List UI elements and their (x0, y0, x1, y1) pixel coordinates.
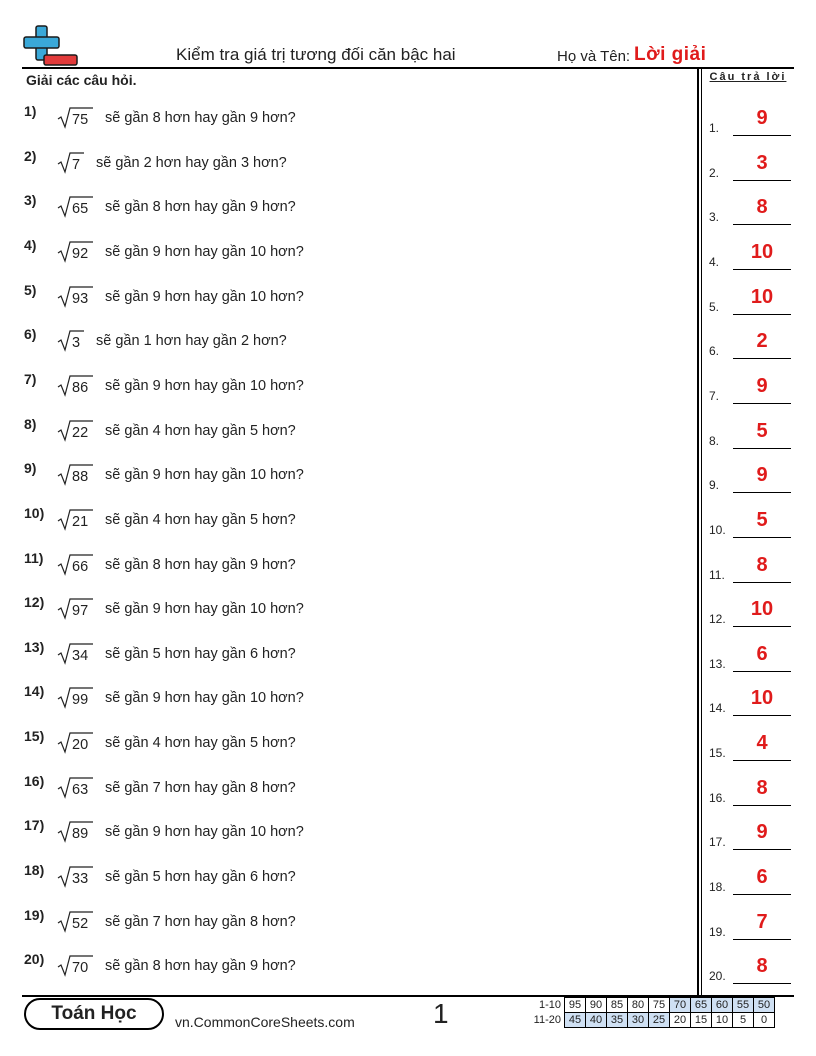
radical-sign-icon (57, 865, 93, 889)
answer-item (709, 420, 794, 450)
question-number: 6) (24, 326, 37, 343)
question-text: sẽ gần 9 hơn hay gần 10 hơn? (105, 288, 304, 305)
answer-number: 11. (709, 567, 725, 582)
question-text: sẽ gần 9 hơn hay gần 10 hơn? (105, 601, 304, 618)
answer-line (733, 180, 791, 181)
score-cell: 75 (649, 998, 670, 1013)
square-root-expression (57, 374, 93, 402)
answer-item (709, 152, 794, 182)
answer-number: 17. (709, 835, 726, 850)
radicand: 89 (72, 826, 89, 843)
radicand: 33 (72, 871, 89, 888)
answer-line (733, 269, 791, 270)
radicand: 65 (72, 201, 89, 218)
question-number: 13) (24, 638, 45, 655)
square-root-expression (57, 240, 93, 268)
question-number: 12) (24, 594, 45, 611)
answer-value: 4 (756, 732, 768, 755)
answer-item (709, 643, 794, 673)
answer-value: 9 (756, 374, 768, 397)
question-text: sẽ gần 9 hơn hay gần 10 hơn? (105, 824, 304, 841)
score-cell: 5 (733, 1013, 754, 1028)
answer-number: 1. (709, 121, 720, 135)
question-text: sẽ gần 1 hơn hay gần 2 hơn? (96, 333, 287, 350)
question-number: 1) (24, 103, 37, 119)
score-cell: 20 (670, 1013, 691, 1028)
answer-number: 6. (709, 344, 720, 359)
square-root-expression (57, 597, 93, 625)
score-cell: 85 (607, 998, 628, 1013)
answer-item (709, 375, 794, 405)
score-cell: 35 (607, 1013, 628, 1028)
question-text: sẽ gần 9 hơn hay gần 10 hơn? (105, 690, 304, 707)
square-root-expression (57, 419, 93, 447)
question-text: sẽ gần 8 hơn hay gần 9 hơn? (105, 199, 296, 216)
answer-item (709, 866, 794, 896)
answer-item (709, 509, 794, 539)
name-value: Lời giải (634, 44, 707, 65)
answer-line (733, 537, 791, 538)
square-root-expression (57, 776, 93, 804)
answer-item (709, 107, 794, 137)
answer-number: 10. (709, 522, 726, 537)
radicand: 7 (72, 156, 81, 173)
square-root-expression (57, 865, 93, 893)
answer-value: 10 (750, 240, 774, 263)
answer-value: 8 (756, 553, 768, 576)
score-cell: 90 (586, 998, 607, 1013)
square-root-expression (57, 106, 93, 134)
name-label: Họ và Tên: (557, 48, 631, 65)
answer-line (733, 135, 791, 136)
score-row (527, 1013, 775, 1028)
question-text: sẽ gần 4 hơn hay gần 5 hơn? (105, 511, 296, 528)
answer-line (733, 894, 791, 895)
radical-sign-icon (57, 195, 93, 219)
question-text: sẽ gần 4 hơn hay gần 5 hơn? (105, 422, 296, 439)
question-number: 10) (24, 504, 45, 521)
question-text: sẽ gần 7 hơn hay gần 8 hơn? (105, 913, 296, 930)
radical-sign-icon (57, 329, 84, 353)
page-number: 1 (433, 998, 449, 1029)
question-text: sẽ gần 7 hơn hay gần 8 hơn? (105, 779, 296, 796)
radicand: 20 (72, 737, 89, 754)
answer-column-divider-right (701, 67, 702, 996)
radicand: 21 (72, 513, 89, 530)
answer-item (709, 196, 794, 226)
score-cell: 45 (565, 1013, 586, 1028)
answer-number: 16. (709, 790, 726, 805)
question-text: sẽ gần 5 hơn hay gần 6 hơn? (105, 869, 296, 886)
square-root-expression (57, 329, 84, 357)
radical-sign-icon (57, 910, 93, 934)
question-number: 15) (24, 728, 45, 745)
answer-line (733, 403, 791, 404)
answer-number: 7. (709, 388, 720, 403)
answer-line (733, 314, 791, 315)
answer-item (709, 241, 794, 271)
plus-minus-logo-icon (22, 22, 80, 68)
score-cell: 50 (754, 998, 775, 1013)
radical-sign-icon (57, 776, 93, 800)
question-number: 19) (24, 906, 45, 923)
score-cell: 0 (754, 1013, 775, 1028)
score-cell: 40 (586, 1013, 607, 1028)
answer-line (733, 582, 791, 583)
question-number: 18) (24, 862, 45, 879)
answer-line (733, 671, 791, 672)
question-text: sẽ gần 9 hơn hay gần 10 hơn? (105, 377, 304, 394)
square-root-expression (57, 151, 84, 179)
question-text: sẽ gần 8 hơn hay gần 9 hơn? (105, 958, 296, 975)
answer-value: 5 (756, 419, 768, 442)
radicand: 99 (72, 692, 89, 709)
radical-sign-icon (57, 954, 93, 978)
square-root-expression (57, 642, 93, 670)
score-cell: 15 (691, 1013, 712, 1028)
answer-number: 3. (709, 210, 720, 225)
question-number: 16) (24, 772, 45, 789)
radicand: 34 (72, 647, 89, 664)
question-number: 4) (24, 236, 37, 253)
answer-item (709, 911, 794, 941)
answer-item (709, 821, 794, 851)
radical-sign-icon (57, 820, 93, 844)
question-text: sẽ gần 2 hơn hay gần 3 hơn? (96, 154, 287, 171)
radical-sign-icon (57, 463, 93, 487)
radicand: 86 (72, 379, 89, 396)
brand-badge: Toán Học (24, 998, 164, 1030)
instructions: Giải các câu hỏi. (26, 72, 137, 88)
answer-value: 8 (756, 196, 768, 219)
answer-number: 2. (709, 165, 720, 180)
answer-item (709, 955, 794, 985)
answer-value: 10 (750, 285, 774, 308)
worksheet-title: Kiểm tra giá trị tương đối căn bậc hai (176, 45, 456, 64)
score-cell: 70 (670, 998, 691, 1013)
answer-value: 6 (756, 642, 768, 665)
score-cell: 60 (712, 998, 733, 1013)
answer-value: 6 (756, 866, 768, 889)
answer-item (709, 554, 794, 584)
radicand: 66 (72, 558, 89, 575)
radical-sign-icon (57, 508, 93, 532)
question-text: sẽ gần 9 hơn hay gần 10 hơn? (105, 243, 304, 260)
square-root-expression (57, 463, 93, 491)
answer-number: 9. (709, 478, 720, 493)
answer-number: 4. (709, 254, 720, 269)
answer-line (733, 939, 791, 940)
score-cell: 95 (565, 998, 586, 1013)
answer-line (733, 626, 791, 627)
score-cell: 55 (733, 998, 754, 1013)
radicand: 52 (72, 915, 89, 932)
score-cell: 10 (712, 1013, 733, 1028)
answer-number: 18. (709, 880, 726, 895)
radicand: 92 (72, 245, 89, 262)
radical-sign-icon (57, 151, 84, 175)
radical-sign-icon (57, 240, 93, 264)
radicand: 63 (72, 781, 89, 798)
question-number: 20) (24, 951, 45, 968)
radicand: 93 (72, 290, 89, 307)
answer-value: 10 (750, 687, 774, 710)
question-number: 11) (24, 549, 44, 566)
answer-line (733, 805, 791, 806)
square-root-expression (57, 820, 93, 848)
answer-value: 9 (756, 821, 768, 844)
score-range-label: 1-10 (538, 999, 561, 1011)
answer-number: 15. (709, 746, 726, 761)
answer-value: 3 (756, 151, 768, 174)
radicand: 3 (72, 335, 81, 352)
square-root-expression (57, 285, 93, 313)
radical-sign-icon (57, 686, 93, 710)
answer-number: 20. (709, 969, 726, 984)
radicand: 75 (72, 112, 89, 128)
radical-sign-icon (57, 374, 93, 398)
score-range-label: 11-20 (533, 1014, 561, 1026)
answer-value: 8 (756, 776, 768, 799)
question-text: sẽ gần 4 hơn hay gần 5 hơn? (105, 735, 296, 752)
radicand: 70 (72, 960, 89, 977)
answer-column-divider-left (697, 67, 699, 996)
answer-value: 8 (756, 955, 768, 978)
answer-item (709, 286, 794, 316)
answer-number: 8. (709, 433, 720, 448)
answer-number: 5. (709, 299, 720, 314)
answer-value: 5 (756, 508, 768, 531)
question-text: sẽ gần 8 hơn hay gần 9 hơn? (105, 110, 296, 126)
square-root-expression (57, 731, 93, 759)
answer-line (733, 448, 791, 449)
radical-sign-icon (57, 106, 93, 130)
answer-value: 2 (756, 330, 768, 353)
radical-sign-icon (57, 285, 93, 309)
square-root-expression (57, 553, 93, 581)
score-cell: 65 (691, 998, 712, 1013)
question-number: 14) (24, 683, 45, 700)
answer-item (709, 464, 794, 494)
answer-value: 7 (756, 910, 768, 933)
radical-sign-icon (57, 553, 93, 577)
question-number: 5) (24, 281, 37, 298)
radical-sign-icon (57, 419, 93, 443)
answer-value: 9 (756, 464, 768, 487)
question-text: sẽ gần 5 hơn hay gần 6 hơn? (105, 645, 296, 662)
radical-sign-icon (57, 597, 93, 621)
answer-line (733, 492, 791, 493)
answer-number: 13. (709, 656, 726, 671)
answer-line (733, 760, 791, 761)
radicand: 97 (72, 603, 89, 620)
answers-header: Câu trả lời (709, 71, 787, 83)
answer-line (733, 983, 791, 984)
score-row (527, 998, 775, 1013)
answer-value: 10 (750, 598, 774, 621)
site-url: vn.CommonCoreSheets.com (175, 1014, 355, 1030)
square-root-expression (57, 195, 93, 223)
answer-item (709, 598, 794, 628)
question-number: 8) (24, 415, 37, 432)
answer-line (733, 358, 791, 359)
question-number: 3) (24, 192, 37, 209)
answer-item (709, 330, 794, 360)
answer-number: 14. (709, 701, 726, 716)
radicand: 22 (72, 424, 89, 441)
answer-number: 19. (709, 924, 726, 939)
answer-line (733, 715, 791, 716)
question-text: sẽ gần 8 hơn hay gần 9 hơn? (105, 556, 296, 573)
answer-item (709, 777, 794, 807)
question-text: sẽ gần 9 hơn hay gần 10 hơn? (105, 467, 304, 484)
radical-sign-icon (57, 642, 93, 666)
radical-sign-icon (57, 731, 93, 755)
square-root-expression (57, 508, 93, 536)
square-root-expression (57, 686, 93, 714)
question-number: 2) (24, 147, 37, 164)
answer-item (709, 732, 794, 762)
score-cell: 25 (649, 1013, 670, 1028)
score-cell: 80 (628, 998, 649, 1013)
score-cell: 30 (628, 1013, 649, 1028)
question-number: 9) (24, 460, 37, 477)
header-rule (22, 67, 794, 69)
answer-item (709, 687, 794, 717)
answer-line (733, 849, 791, 850)
square-root-expression (57, 954, 93, 982)
answer-line (733, 224, 791, 225)
answer-value: 9 (756, 107, 768, 129)
radicand: 88 (72, 469, 89, 486)
answer-number: 12. (709, 612, 726, 627)
question-number: 7) (24, 370, 37, 387)
score-table (527, 997, 775, 1028)
question-number: 17) (24, 817, 45, 834)
square-root-expression (57, 910, 93, 938)
